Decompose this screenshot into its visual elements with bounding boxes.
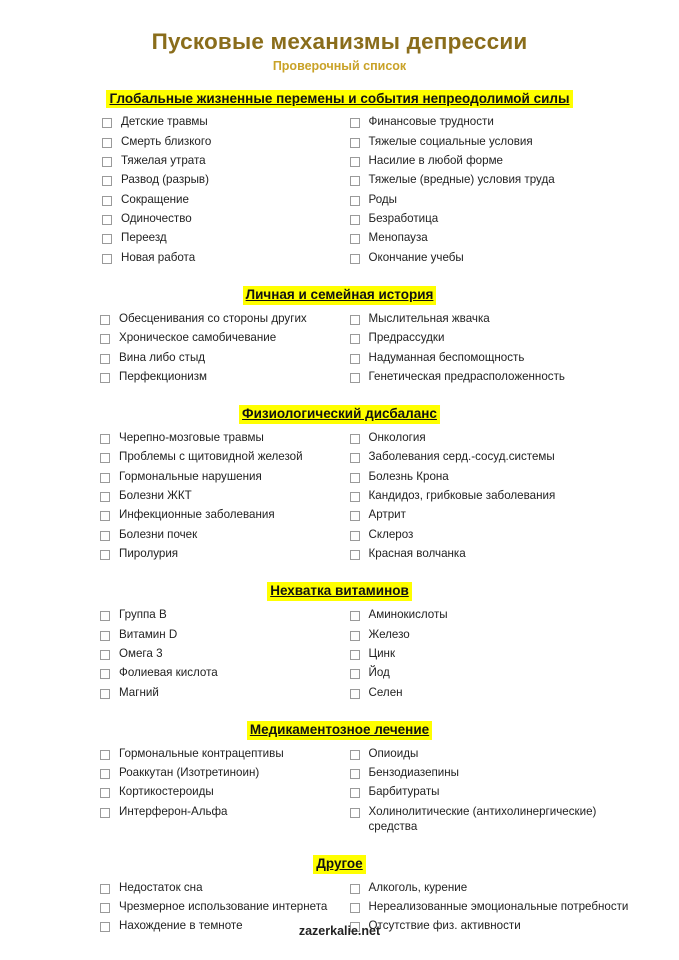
- checkbox-icon[interactable]: [102, 138, 112, 148]
- checkbox-icon[interactable]: [102, 157, 112, 167]
- checklist-item-label: Омега 3: [119, 646, 163, 660]
- checkbox-icon[interactable]: [350, 669, 360, 679]
- section: [32, 405, 647, 566]
- checklist-item[interactable]: [100, 312, 340, 327]
- checklist-item[interactable]: [100, 900, 340, 915]
- checkbox-icon[interactable]: [100, 769, 110, 779]
- checkbox-icon[interactable]: [350, 631, 360, 641]
- checklist-item-label: Витамин D: [119, 627, 178, 641]
- checklist-item[interactable]: [350, 370, 648, 385]
- checkbox-icon[interactable]: [102, 254, 112, 264]
- checklist-item-label: Насилие в любой форме: [368, 154, 503, 168]
- checklist-item[interactable]: [102, 251, 340, 266]
- section-heading: [32, 855, 647, 874]
- column-left: [32, 312, 340, 389]
- checklist-item-label: Чрезмерное использование интернета: [119, 900, 328, 914]
- checklist-item[interactable]: [350, 547, 648, 562]
- checkbox-icon[interactable]: [100, 884, 110, 894]
- checkbox-icon[interactable]: [100, 750, 110, 760]
- checklist-item-label: Хроническое самобичевание: [119, 331, 277, 345]
- checkbox-icon[interactable]: [350, 434, 360, 444]
- checklist-item[interactable]: [350, 805, 648, 835]
- column-left: [32, 431, 340, 566]
- checkbox-icon[interactable]: [100, 373, 110, 383]
- section-heading-text: Личная и семейная история: [243, 286, 437, 305]
- checkbox-icon[interactable]: [350, 215, 360, 225]
- checklist-item-label: Интерферон-Альфа: [119, 804, 228, 818]
- checklist-item[interactable]: [100, 547, 340, 562]
- checklist-item-label: Кортикостероиды: [119, 785, 214, 799]
- checklist-item[interactable]: [350, 508, 648, 523]
- checkbox-icon[interactable]: [350, 611, 360, 621]
- checkbox-icon[interactable]: [350, 650, 360, 660]
- section-columns: [32, 115, 647, 270]
- checkbox-icon[interactable]: [100, 808, 110, 818]
- column-right: [340, 312, 648, 389]
- section-heading: [32, 286, 647, 305]
- checklist-item[interactable]: [100, 489, 340, 504]
- checkbox-icon[interactable]: [350, 492, 360, 502]
- checklist-item[interactable]: [100, 628, 340, 643]
- checklist-item[interactable]: [102, 154, 340, 169]
- checklist-item[interactable]: [100, 608, 340, 623]
- checkbox-icon[interactable]: [350, 315, 360, 325]
- checklist-item-label: Смерть близкого: [121, 134, 212, 148]
- checkbox-icon[interactable]: [100, 611, 110, 621]
- checkbox-icon[interactable]: [350, 196, 360, 206]
- checkbox-icon[interactable]: [350, 176, 360, 186]
- checkbox-icon[interactable]: [102, 215, 112, 225]
- section-heading: [32, 582, 647, 601]
- checklist-item-label: Менопауза: [368, 231, 428, 245]
- checklist-item-label: Йод: [368, 666, 390, 680]
- checklist-item[interactable]: [100, 528, 340, 543]
- section-heading: [32, 90, 647, 109]
- checklist-item[interactable]: [100, 508, 340, 523]
- checklist-item[interactable]: [350, 312, 648, 327]
- checkbox-icon[interactable]: [350, 769, 360, 779]
- checkbox-icon[interactable]: [350, 750, 360, 760]
- checklist-item[interactable]: [350, 135, 648, 150]
- checklist-item-label: Предрассудки: [368, 331, 445, 345]
- checklist-item[interactable]: [100, 686, 340, 701]
- section: [32, 286, 647, 389]
- section-heading-text: Глобальные жизненные перемены и события непреодолимой силы: [106, 90, 572, 109]
- checklist-item-label: Черепно-мозговые травмы: [119, 431, 264, 445]
- checklist-item[interactable]: [350, 608, 648, 623]
- checklist-item[interactable]: [100, 805, 340, 820]
- checklist-item[interactable]: [350, 528, 648, 543]
- checklist-item-label: Сокращение: [121, 192, 189, 206]
- checklist-item-label: Кандидоз, грибковые заболевания: [368, 489, 556, 503]
- checkbox-icon[interactable]: [350, 531, 360, 541]
- section-heading: [32, 405, 647, 424]
- checkbox-icon[interactable]: [100, 354, 110, 364]
- checkbox-icon[interactable]: [100, 334, 110, 344]
- checklist-item-label: Фолиевая кислота: [119, 666, 218, 680]
- checklist-item-label: Одиночество: [121, 212, 192, 226]
- checkbox-icon[interactable]: [100, 473, 110, 483]
- checklist-item[interactable]: [350, 115, 648, 130]
- checklist-item[interactable]: [350, 154, 648, 169]
- checklist-item[interactable]: [350, 351, 648, 366]
- checklist-item-label: Надуманная беспомощность: [368, 350, 525, 364]
- checkbox-icon[interactable]: [100, 434, 110, 444]
- checklist-item-label: Развод (разрыв): [121, 173, 209, 187]
- checklist-item[interactable]: [102, 115, 340, 130]
- checklist-item-label: Нахождение в темноте: [119, 919, 243, 933]
- checklist-item[interactable]: [102, 173, 340, 188]
- checklist-item-label: Онкология: [368, 431, 426, 445]
- checklist-item[interactable]: [102, 212, 340, 227]
- checklist-item-label: Тяжелые (вредные) условия труда: [368, 173, 555, 187]
- checklist-item-label: Гормональные контрацептивы: [119, 746, 284, 760]
- section-columns: [32, 747, 647, 839]
- checklist-item[interactable]: [100, 647, 340, 662]
- checklist-item[interactable]: [350, 251, 648, 266]
- section-heading: [32, 721, 647, 740]
- column-right: [340, 608, 648, 705]
- checklist-item[interactable]: [100, 351, 340, 366]
- checklist-item[interactable]: [100, 785, 340, 800]
- section-heading-text: Медикаментозное лечение: [247, 721, 432, 740]
- section-heading-text: Нехватка витаминов: [267, 582, 412, 601]
- checklist-item[interactable]: [350, 331, 648, 346]
- checklist-item[interactable]: [350, 628, 648, 643]
- checkbox-icon[interactable]: [100, 315, 110, 325]
- checkbox-icon[interactable]: [100, 631, 110, 641]
- checklist-item-label: Железо: [368, 627, 410, 641]
- checkbox-icon[interactable]: [100, 511, 110, 521]
- checkbox-icon[interactable]: [100, 788, 110, 798]
- checkbox-icon[interactable]: [350, 550, 360, 560]
- checklist-item[interactable]: [350, 450, 648, 465]
- checklist-item-label: Финансовые трудности: [368, 115, 494, 129]
- checklist-item[interactable]: [350, 747, 648, 762]
- checkbox-icon[interactable]: [100, 492, 110, 502]
- checkbox-icon[interactable]: [102, 118, 112, 128]
- checklist-item[interactable]: [350, 212, 648, 227]
- checkbox-icon[interactable]: [100, 550, 110, 560]
- section: [32, 721, 647, 839]
- section-heading-text: Другое: [313, 855, 365, 874]
- checkbox-icon[interactable]: [350, 453, 360, 463]
- checklist-item-label: Генетическая предрасположенность: [368, 369, 565, 383]
- column-left: [32, 608, 340, 705]
- checkbox-icon[interactable]: [100, 453, 110, 463]
- section: [32, 582, 647, 705]
- checklist-item[interactable]: [100, 431, 340, 446]
- checklist-item-label: Новая работа: [121, 250, 196, 264]
- checklist-item[interactable]: [100, 470, 340, 485]
- checkbox-icon[interactable]: [350, 254, 360, 264]
- checklist-item-label: Болезни ЖКТ: [119, 489, 192, 503]
- checkbox-icon[interactable]: [102, 176, 112, 186]
- checklist-item-label: Опиоиды: [368, 746, 419, 760]
- checklist-item[interactable]: [350, 431, 648, 446]
- checklist-item-label: Недостаток сна: [119, 880, 203, 894]
- checklist-item[interactable]: [350, 666, 648, 681]
- page-subtitle: Проверочный список: [272, 58, 407, 73]
- checklist-item-label: Инфекционные заболевания: [119, 508, 275, 522]
- checklist-item-label: Нереализованные эмоциональные потребности: [368, 900, 629, 914]
- section-columns: [32, 312, 647, 389]
- checklist-item[interactable]: [350, 470, 648, 485]
- checklist-item-label: Цинк: [368, 646, 396, 660]
- column-right: [340, 115, 648, 270]
- section: [32, 90, 647, 271]
- checklist-item-label: Проблемы с щитовидной железой: [119, 450, 303, 464]
- checklist-item[interactable]: [350, 900, 648, 915]
- checklist-item[interactable]: [102, 135, 340, 150]
- checkbox-icon[interactable]: [100, 689, 110, 699]
- checklist-item[interactable]: [350, 489, 648, 504]
- checkbox-icon[interactable]: [350, 473, 360, 483]
- checkbox-icon[interactable]: [102, 234, 112, 244]
- checklist-item-label: Вина либо стыд: [119, 350, 206, 364]
- checklist-item-label: Детские травмы: [121, 115, 208, 129]
- checkbox-icon[interactable]: [350, 689, 360, 699]
- checklist-item[interactable]: [350, 173, 648, 188]
- checklist-item-label: Холинолитические (антихолинергические) средства: [368, 804, 597, 833]
- checkbox-icon[interactable]: [100, 669, 110, 679]
- checkbox-icon[interactable]: [100, 903, 110, 913]
- checklist-item-label: Перфекционизм: [119, 369, 208, 383]
- checkbox-icon[interactable]: [350, 118, 360, 128]
- checkbox-icon[interactable]: [350, 511, 360, 521]
- checklist-item-label: Селен: [368, 685, 403, 699]
- checklist-item-label: Барбитураты: [368, 785, 440, 799]
- checklist-item[interactable]: [350, 686, 648, 701]
- checklist-item-label: Магний: [119, 685, 159, 699]
- checklist-item[interactable]: [102, 231, 340, 246]
- page-title: Пусковые механизмы депрессии: [151, 29, 528, 54]
- checkbox-icon[interactable]: [350, 788, 360, 798]
- checklist-item-label: Роаккутан (Изотретиноин): [119, 766, 260, 780]
- checklist-item[interactable]: [100, 766, 340, 781]
- checklist-item-label: Отсутствие физ. активности: [368, 919, 521, 933]
- checklist-item-label: Роды: [368, 192, 398, 206]
- checklist-item-label: Мыслительная жвачка: [368, 311, 490, 325]
- checkbox-icon[interactable]: [100, 650, 110, 660]
- checklist-item[interactable]: [350, 193, 648, 208]
- checkbox-icon[interactable]: [350, 373, 360, 383]
- footer-site-name: zazerkalie.net: [298, 924, 381, 938]
- checklist-item-label: Тяжелая утрата: [121, 154, 206, 168]
- checklist-item[interactable]: [102, 193, 340, 208]
- checkbox-icon[interactable]: [102, 196, 112, 206]
- checklist-item-label: Красная волчанка: [368, 547, 466, 561]
- checklist-item-label: Заболевания серд.-сосуд.системы: [368, 450, 555, 464]
- checkbox-icon[interactable]: [350, 334, 360, 344]
- checkbox-icon[interactable]: [350, 157, 360, 167]
- checklist-item[interactable]: [100, 747, 340, 762]
- checklist-item-label: Безработица: [368, 212, 439, 226]
- checkbox-icon[interactable]: [350, 884, 360, 894]
- checklist-item-label: Пиролурия: [119, 547, 179, 561]
- checklist-item[interactable]: [100, 370, 340, 385]
- checkbox-icon[interactable]: [350, 354, 360, 364]
- section-heading-text: Физиологический дисбаланс: [239, 405, 440, 424]
- column-left: [32, 115, 340, 270]
- checklist-item[interactable]: [350, 766, 648, 781]
- checklist-item-label: Аминокислоты: [368, 608, 448, 622]
- checklist-item[interactable]: [350, 785, 648, 800]
- sections-container: [32, 90, 647, 939]
- checklist-item-label: Артрит: [368, 508, 406, 522]
- section-columns: [32, 431, 647, 566]
- checkbox-icon[interactable]: [100, 531, 110, 541]
- checklist-item[interactable]: [350, 881, 648, 896]
- checklist-item[interactable]: [100, 450, 340, 465]
- checklist-item-label: Склероз: [368, 527, 414, 541]
- column-left: [32, 747, 340, 839]
- checkbox-icon[interactable]: [350, 234, 360, 244]
- checklist-item[interactable]: [100, 881, 340, 896]
- checklist-item-label: Переезд: [121, 231, 167, 245]
- checklist-item[interactable]: [100, 666, 340, 681]
- checklist-item[interactable]: [350, 231, 648, 246]
- column-right: [340, 431, 648, 566]
- checklist-item[interactable]: [100, 331, 340, 346]
- checklist-item-label: Окончание учебы: [368, 250, 464, 264]
- checkbox-icon[interactable]: [350, 808, 360, 818]
- section-columns: [32, 608, 647, 705]
- checkbox-icon[interactable]: [350, 138, 360, 148]
- checklist-item-label: Бензодиазепины: [368, 766, 460, 780]
- checklist-item-label: Алкоголь, курение: [368, 880, 468, 894]
- checklist-item[interactable]: [350, 647, 648, 662]
- checklist-item-label: Обесценивания со стороны других: [119, 311, 307, 325]
- checklist-item-label: Тяжелые социальные условия: [368, 134, 533, 148]
- checklist-item-label: Болезни почек: [119, 527, 198, 541]
- checklist-item-label: Гормональные нарушения: [119, 469, 262, 483]
- checklist-item-label: Группа B: [119, 608, 167, 622]
- checklist-item-label: Болезнь Крона: [368, 469, 449, 483]
- column-right: [340, 747, 648, 839]
- checkbox-icon[interactable]: [350, 903, 360, 913]
